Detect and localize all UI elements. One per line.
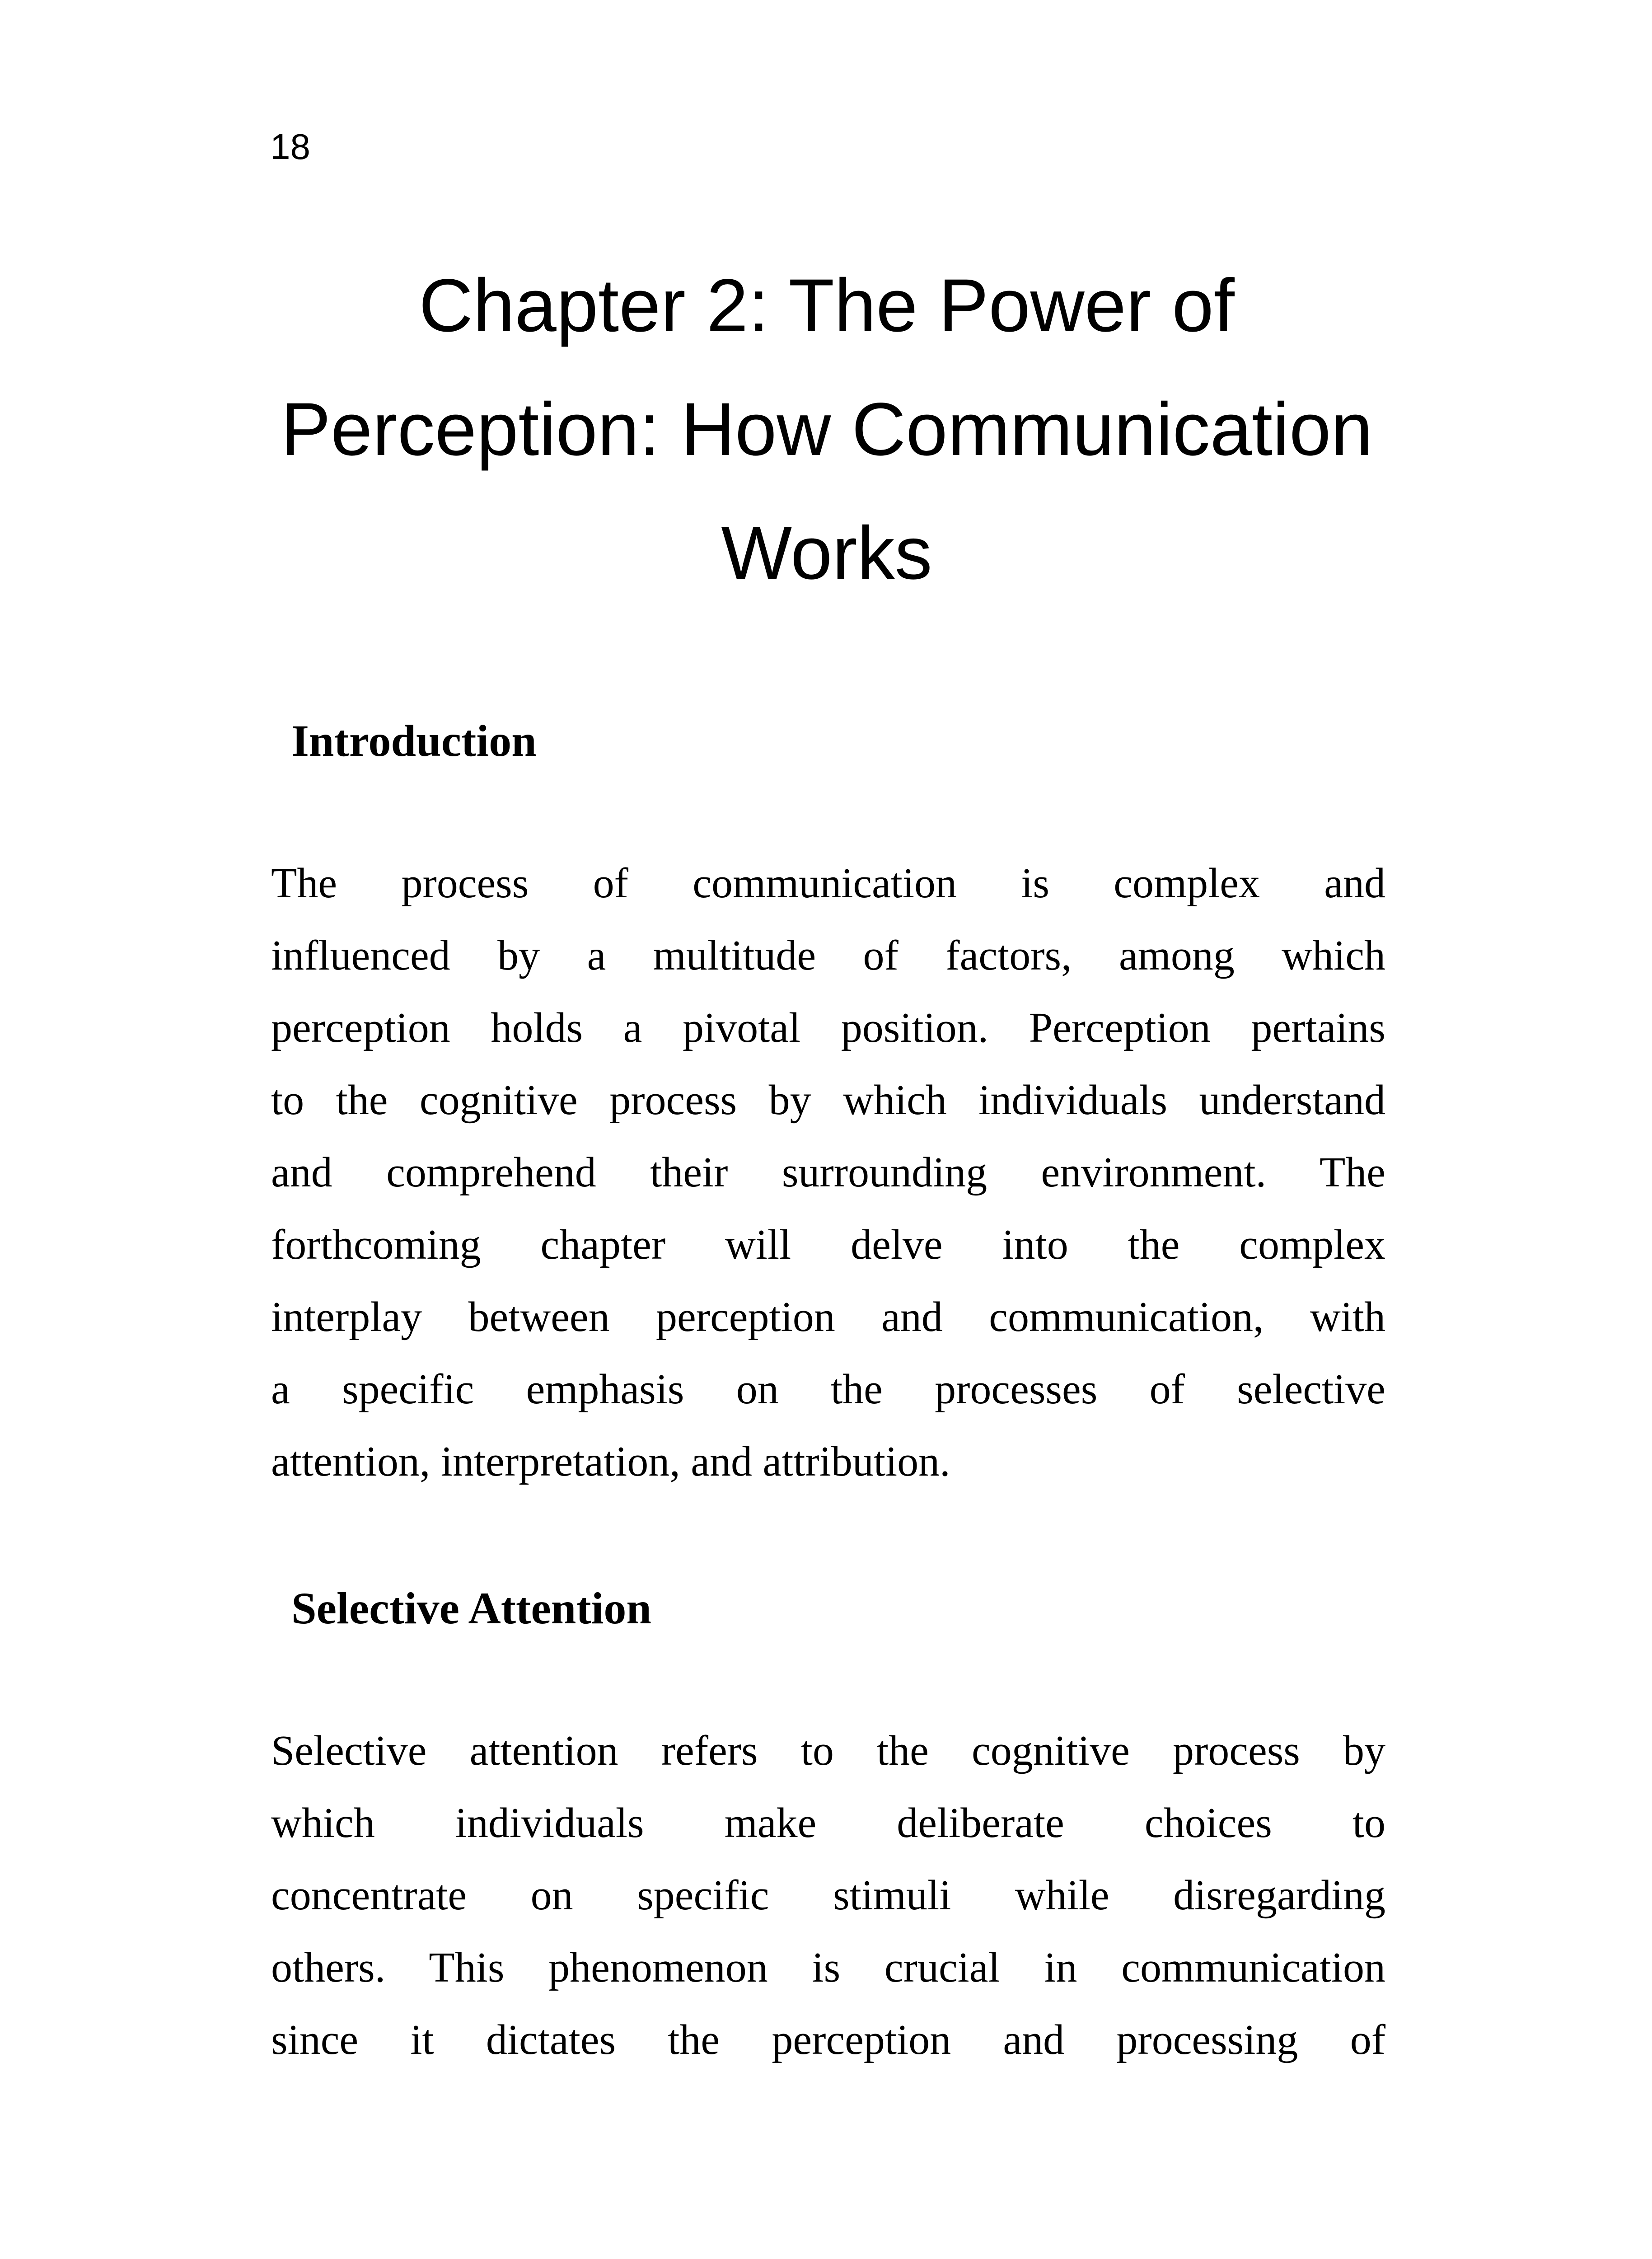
page-number: 18 [270,127,310,167]
text-line: concentrate on specific stimuli while disregarding [271,1872,1385,1919]
text-line: since it dictates the perception and processing of [271,2016,1385,2063]
text-line: others. This phenomenon is crucial in communication [271,1944,1385,1991]
chapter-title-line: Chapter 2: The Power of [419,264,1235,347]
text-line: attention, interpretation, and attribution. [271,1438,950,1485]
paragraph-introduction [271,847,1385,1498]
chapter-title-line: Perception: How Communication [281,388,1373,471]
text-line: interplay between perception and communication, with [271,1294,1385,1340]
text-line: forthcoming chapter will delve into the complex [271,1221,1385,1268]
chapter-title-line: Works [721,511,932,595]
paragraph-selective-attention [271,1715,1385,2076]
section-heading-selective-attention: Selective Attention [291,1583,652,1633]
text-line: a specific emphasis on the processes of selective [271,1366,1385,1413]
text-line: perception holds a pivotal position. Perception pertains [271,1004,1385,1051]
text-line: influenced by a multitude of factors, among which [271,932,1385,979]
text-line: to the cognitive process by which individuals understand [271,1077,1385,1124]
text-line: and comprehend their surrounding environment. The [271,1149,1385,1196]
text-line: Selective attention refers to the cognitive process by [271,1727,1385,1774]
text-line: which individuals make deliberate choices to [271,1800,1385,1847]
chapter-title [253,244,1400,615]
text-line: The process of communication is complex and [271,860,1385,907]
section-heading-introduction: Introduction [291,716,537,766]
